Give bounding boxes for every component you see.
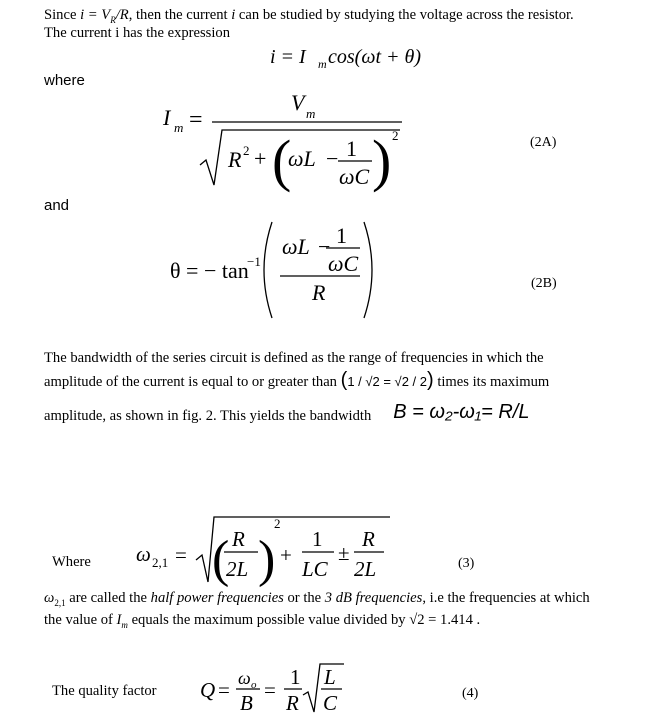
svg-text:R: R: [362, 527, 375, 551]
svg-text:=: =: [175, 543, 187, 567]
svg-text:): ): [372, 128, 392, 193]
equation-current: [270, 46, 421, 71]
svg-text:2L: 2L: [354, 557, 377, 581]
svg-text:−: −: [326, 146, 339, 171]
bandwidth-formula: B = ω₂-ω₁= R/L: [393, 401, 530, 423]
svg-text:ωL: ωL: [282, 234, 310, 259]
svg-text:m: m: [306, 106, 316, 121]
svg-text:(3): (3): [458, 556, 475, 571]
svg-text:m: m: [174, 120, 184, 135]
svg-text:LC: LC: [302, 557, 328, 581]
intro-line-1: Since $i = V_R/R$, then the current i can be studied by studying the voltage across the resistor.: [44, 7, 574, 25]
svg-text:=: =: [189, 107, 203, 133]
svg-text:(2B): (2B): [531, 276, 557, 291]
intro-line-2: The current i has the expression: [44, 25, 231, 41]
svg-text:V: V: [291, 90, 305, 115]
half-power-line-1: $\omega_{2,1}$ are called the half power frequencies or the 3 dB frequencies, i.e the frequencies at which: [44, 590, 590, 608]
svg-text:2L: 2L: [226, 557, 249, 581]
svg-text:R: R: [286, 691, 299, 715]
svg-text:1: 1: [346, 136, 357, 161]
svg-text:cos(ωt + θ): cos(ωt + θ): [328, 46, 421, 68]
svg-text:R: R: [232, 527, 245, 551]
svg-text:): ): [258, 531, 276, 588]
bandwidth-line-2: amplitude of the current is equal to or greater than (1 / √2 = √2 / 2) times its maximum: [44, 369, 550, 391]
equation-2a: [162, 90, 557, 193]
svg-text:−1: −1: [247, 254, 261, 269]
svg-text:±: ±: [338, 541, 350, 565]
svg-text:The quality factor: The quality factor: [52, 683, 157, 699]
svg-text:o: o: [251, 679, 257, 691]
svg-text:ωL: ωL: [288, 146, 316, 171]
svg-text:C: C: [323, 691, 338, 715]
svg-text:I: I: [163, 105, 171, 130]
svg-text:2,1: 2,1: [152, 555, 169, 570]
svg-text:Where: Where: [52, 554, 91, 570]
svg-text:R: R: [228, 147, 242, 172]
equation-3: [52, 516, 475, 588]
svg-text:2: 2: [243, 143, 250, 158]
and-label: and: [44, 197, 70, 214]
svg-text:(: (: [272, 128, 292, 193]
where-label: where: [44, 72, 85, 89]
equation-4: [52, 664, 479, 715]
half-power-line-2: the value of $I_m$ equals the maximum possible value divided by √2 = 1.414 .: [44, 612, 481, 630]
svg-text:(: (: [212, 531, 230, 588]
svg-text:R: R: [312, 280, 326, 305]
svg-text:ω: ω: [136, 542, 151, 566]
svg-text:1: 1: [336, 223, 347, 248]
svg-text:+: +: [254, 146, 267, 171]
svg-text:ω: ω: [238, 668, 251, 688]
svg-text:m: m: [318, 57, 327, 71]
svg-text:i = I: i = I: [270, 46, 306, 68]
bandwidth-line-1: The bandwidth of the series circuit is defined as the range of frequencies in which the: [44, 350, 544, 366]
svg-text:(2A): (2A): [530, 135, 557, 150]
svg-text:2: 2: [392, 128, 399, 143]
svg-text:Q: Q: [200, 678, 216, 702]
svg-text:=: =: [218, 678, 230, 702]
svg-text:+: +: [280, 543, 292, 567]
svg-text:=: =: [264, 678, 276, 702]
bandwidth-line-3: amplitude, as shown in fig. 2. This yields the bandwidth B = ω₂-ω₁= R/L: [44, 401, 530, 424]
svg-text:−: −: [318, 234, 331, 259]
svg-text:B: B: [240, 691, 253, 715]
svg-text:(4): (4): [462, 686, 479, 701]
equation-2b: [170, 222, 557, 318]
svg-text:ωC: ωC: [339, 164, 370, 189]
svg-text:2: 2: [274, 516, 281, 531]
svg-text:1: 1: [312, 527, 323, 551]
svg-text:L: L: [324, 665, 336, 689]
svg-text:ωC: ωC: [328, 251, 359, 276]
svg-text:1: 1: [290, 665, 301, 689]
svg-text:θ = − tan: θ = − tan: [170, 258, 249, 283]
